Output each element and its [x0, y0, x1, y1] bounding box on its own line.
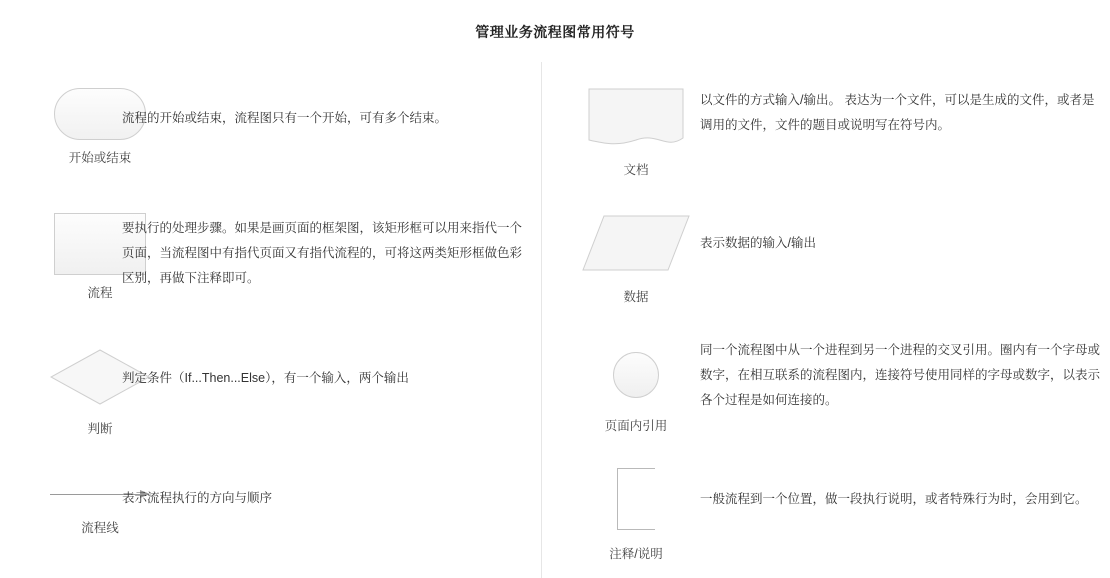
symbol-description-terminator: 流程的开始或结束，流程图只有一个开始，可有多个结束。 [122, 111, 448, 125]
symbol-description-decision: 判定条件（If...Then...Else），有一个输入，两个输出 [122, 371, 409, 385]
symbol-label-flow-line: 流程线 [81, 521, 119, 535]
symbol-label-data: 数据 [623, 290, 649, 304]
data-icon [582, 215, 690, 271]
symbol-label-terminator: 开始或结束 [68, 151, 132, 165]
page-title: 管理业务流程图常用符号 [475, 24, 635, 40]
symbol-description-process: 要执行的处理步骤。如果是画页面的框架图，该矩形框可以用来指代一个页面，当流程图中有指代页面又有指代流程的，可将这两类矩形框做色彩区别，再做下注释即可。 [122, 221, 523, 285]
symbol-label-on-page-reference: 页面内引用 [604, 419, 668, 433]
symbol-description-document: 以文件的方式输入/输出。 表达为一个文件，可以是生成的文件，或者是调用的文件，文件的题目或说明写在符号内。 [700, 93, 1095, 132]
symbol-cell-decision [0, 349, 200, 437]
symbol-label-decision: 判断 [87, 422, 113, 436]
symbol-description-data: 表示数据的输入/输出 [700, 236, 816, 250]
symbol-description-annotation: 一般流程到一个位置，做一段执行说明，或者特殊行为时，会用到它。 [700, 492, 1088, 506]
symbol-label-document: 文档 [623, 163, 649, 177]
symbol-cell-data [536, 215, 736, 305]
circle-icon [613, 352, 659, 398]
symbol-label-annotation: 注释/说明 [609, 547, 663, 561]
symbol-description-flow-line: 表示流程执行的方向与顺序 [122, 491, 273, 505]
symbol-description-on-page-reference: 同一个流程图中从一个进程到另一个进程的交叉引用。圈内有一个字母或数字，在相互联系的流程图内，连接符号使用同样的字母或数字，以表示各个过程是如何连接的。 [700, 343, 1101, 407]
symbol-label-process: 流程 [87, 286, 113, 300]
document-icon [588, 88, 684, 150]
annotation-bracket-icon [617, 468, 655, 530]
symbol-cell-annotation [536, 468, 736, 562]
